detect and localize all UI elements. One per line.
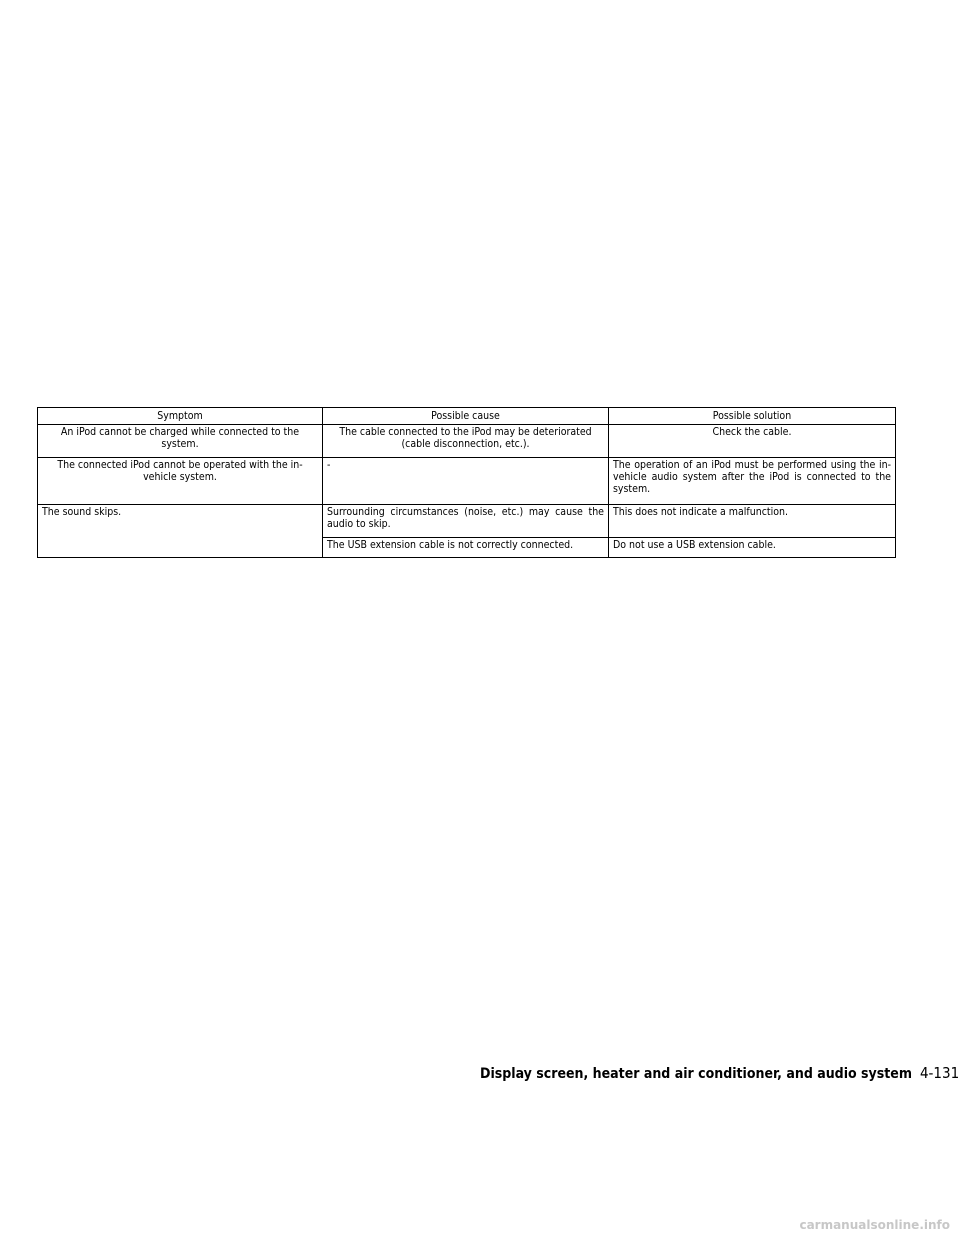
page-number: 4-131	[919, 1064, 960, 1082]
solution-cell: Do not use a USB extension cable.	[609, 538, 896, 558]
symptom-cell: An iPod cannot be charged while connected to the system.	[38, 425, 323, 458]
cause-cell: -	[323, 458, 609, 505]
symptom-cell: The connected iPod cannot be operated with the in-vehicle system.	[38, 458, 323, 505]
header-possible-cause: Possible cause	[323, 408, 609, 425]
watermark: carmanualsonline.info	[799, 1218, 950, 1232]
header-possible-solution: Possible solution	[609, 408, 896, 425]
cause-cell: The USB extension cable is not correctly connected.	[323, 538, 609, 558]
header-symptom: Symptom	[38, 408, 323, 425]
solution-cell: This does not indicate a malfunction.	[609, 505, 896, 538]
cause-cell: The cable connected to the iPod may be deteriorated (cable disconnection, etc.).	[323, 425, 609, 458]
solution-cell: Check the cable.	[609, 425, 896, 458]
table-row	[38, 505, 896, 538]
cause-cell: Surrounding circumstances (noise, etc.) may cause the audio to skip.	[323, 505, 609, 538]
symptom-cell: The sound skips.	[38, 505, 323, 558]
troubleshooting-table	[37, 407, 896, 558]
solution-cell: The operation of an iPod must be performed using the in-vehicle audio system after the iPod is connected to the system.	[609, 458, 896, 505]
table-row	[38, 425, 896, 458]
section-title: Display screen, heater and air conditioner, and audio system	[480, 1066, 912, 1082]
page-footer	[480, 1064, 960, 1083]
table-header-row	[38, 408, 896, 425]
table-row	[38, 458, 896, 505]
